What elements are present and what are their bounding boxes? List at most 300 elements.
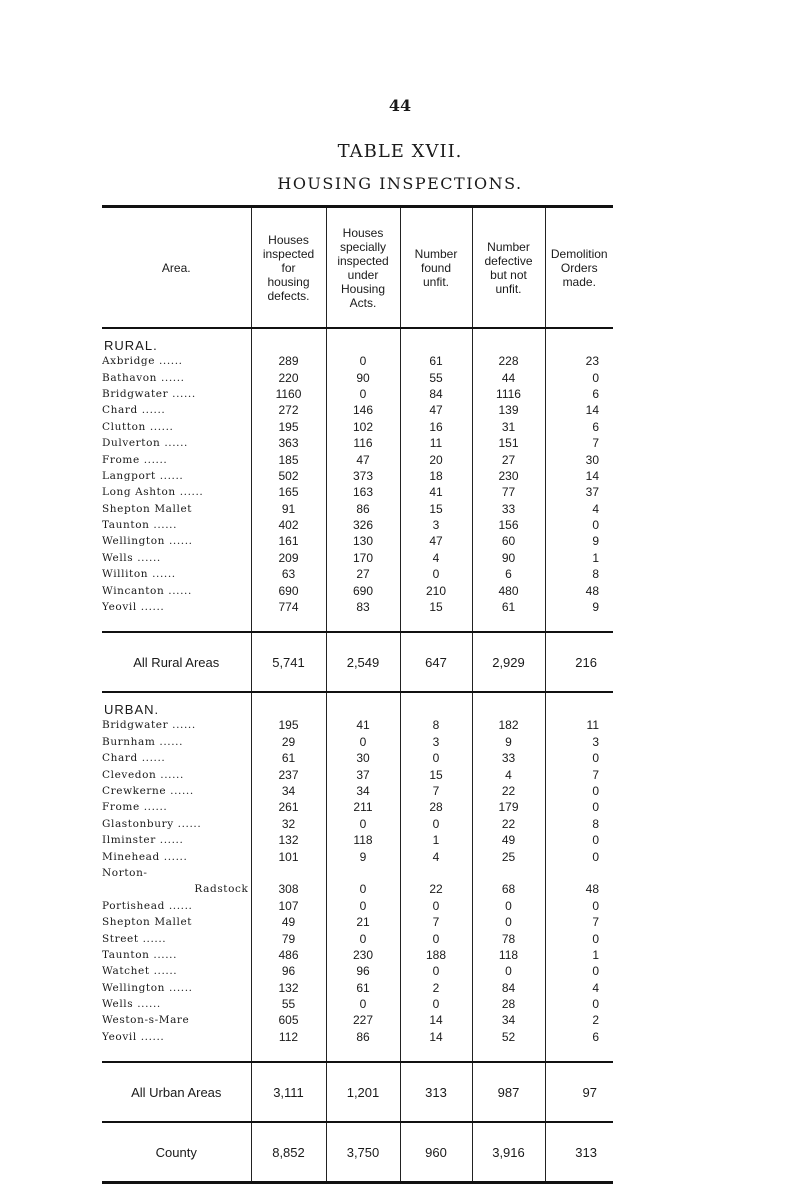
table-row — [102, 419, 613, 435]
table-row — [102, 898, 613, 914]
value-cell: 116 — [326, 435, 400, 451]
header-row — [102, 207, 613, 329]
value-cell: 55 — [400, 369, 472, 385]
value-cell: 22 — [400, 881, 472, 897]
value-cell: 7 — [545, 766, 613, 782]
table-row — [102, 484, 613, 500]
value-cell: 49 — [472, 832, 545, 848]
value-cell: 27 — [472, 451, 545, 467]
value-cell: 11 — [400, 435, 472, 451]
value-cell: 6 — [545, 1029, 613, 1045]
table-row — [102, 550, 613, 566]
section-label: URBAN. — [104, 702, 160, 718]
total-value: 97 — [545, 1062, 613, 1122]
value-cell: 14 — [400, 1029, 472, 1045]
value-cell: 8 — [400, 717, 472, 733]
urban-section-header — [102, 692, 613, 717]
table-row — [102, 848, 613, 864]
value-cell: 363 — [251, 435, 326, 451]
value-cell: 33 — [472, 750, 545, 766]
header-line: defects. — [267, 288, 310, 303]
total-value: 3,916 — [472, 1122, 545, 1183]
total-value: 3,111 — [251, 1062, 326, 1122]
value-cell: 3 — [400, 734, 472, 750]
value-cell: 1 — [545, 550, 613, 566]
header-line: Housing — [340, 281, 386, 296]
value-cell: 86 — [326, 1029, 400, 1045]
value-cell: 220 — [251, 369, 326, 385]
value-cell: 41 — [326, 717, 400, 733]
value-cell: 2 — [400, 980, 472, 996]
value-cell: 47 — [326, 451, 400, 467]
total-value: 647 — [400, 632, 472, 692]
table-row — [102, 435, 613, 451]
total-value: 987 — [472, 1062, 545, 1122]
table-row — [102, 402, 613, 418]
area-name: Clevedon ...... — [102, 768, 184, 781]
urban-total-row — [102, 1062, 613, 1122]
value-cell: 23 — [545, 353, 613, 369]
table-row — [102, 369, 613, 385]
area-name: Street ...... — [102, 932, 167, 945]
value-cell: 15 — [400, 766, 472, 782]
value-cell: 28 — [472, 996, 545, 1012]
value-cell: 37 — [545, 484, 613, 500]
value-cell: 156 — [472, 517, 545, 533]
value-cell: 101 — [251, 848, 326, 864]
housing-inspections-table — [102, 205, 613, 1184]
area-name: Burnham ...... — [102, 735, 184, 748]
area-name: Ilminster ...... — [102, 834, 184, 847]
header-specially-inspected — [326, 207, 400, 329]
value-cell: 182 — [472, 717, 545, 733]
value-cell: 14 — [545, 468, 613, 484]
area-name: Radstock — [194, 883, 249, 896]
value-cell: 7 — [545, 435, 613, 451]
table-subtitle: HOUSING INSPECTIONS. — [277, 174, 523, 193]
value-cell: 30 — [545, 451, 613, 467]
value-cell: 0 — [326, 898, 400, 914]
value-cell: 52 — [472, 1029, 545, 1045]
value-cell: 0 — [545, 930, 613, 946]
value-cell: 107 — [251, 898, 326, 914]
value-cell: 0 — [326, 996, 400, 1012]
value-cell: 37 — [326, 766, 400, 782]
value-cell: 0 — [400, 750, 472, 766]
value-cell: 47 — [400, 402, 472, 418]
area-name: Wincanton ...... — [102, 584, 192, 597]
value-cell: 63 — [251, 566, 326, 582]
total-value: 1,201 — [326, 1062, 400, 1122]
value-cell: 3 — [400, 517, 472, 533]
total-value: 2,929 — [472, 632, 545, 692]
area-name: Taunton ...... — [102, 948, 178, 961]
value-cell: 118 — [326, 832, 400, 848]
value-cell: 9 — [545, 599, 613, 615]
value-cell: 130 — [326, 533, 400, 549]
value-cell: 139 — [472, 402, 545, 418]
value-cell: 165 — [251, 484, 326, 500]
area-name: Williton ...... — [102, 568, 176, 581]
total-value: 216 — [545, 632, 613, 692]
header-demolition-orders — [545, 207, 613, 329]
value-cell: 690 — [326, 582, 400, 598]
value-cell: 84 — [400, 386, 472, 402]
table-row — [102, 914, 613, 930]
area-name: Bridgwater ...... — [102, 719, 196, 732]
area-name: Chard ...... — [102, 404, 166, 417]
table-row — [102, 816, 613, 832]
value-cell: 0 — [545, 996, 613, 1012]
header-line: unfit. — [422, 274, 449, 289]
header-houses-inspected — [251, 207, 326, 329]
header-line: housing — [267, 274, 310, 289]
value-cell: 90 — [326, 369, 400, 385]
value-cell: 7 — [400, 783, 472, 799]
value-cell: 402 — [251, 517, 326, 533]
table-row — [102, 353, 613, 369]
value-cell: 112 — [251, 1029, 326, 1045]
value-cell: 16 — [400, 419, 472, 435]
value-cell: 605 — [251, 1012, 326, 1028]
value-cell: 33 — [472, 501, 545, 517]
value-cell: 28 — [400, 799, 472, 815]
area-name: Bridgwater ...... — [102, 387, 196, 400]
value-cell: 22 — [472, 783, 545, 799]
value-cell: 14 — [400, 1012, 472, 1028]
value-cell: 1116 — [472, 386, 545, 402]
table-row — [102, 766, 613, 782]
value-cell: 7 — [545, 914, 613, 930]
area-name: Glastonbury ...... — [102, 817, 202, 830]
table-row — [102, 566, 613, 582]
table-row — [102, 1029, 613, 1045]
value-cell: 0 — [326, 386, 400, 402]
value-cell: 4 — [472, 766, 545, 782]
value-cell: 11 — [545, 717, 613, 733]
area-name: Norton- — [102, 866, 148, 879]
value-cell: 9 — [472, 734, 545, 750]
table-row — [102, 865, 613, 881]
value-cell: 6 — [545, 386, 613, 402]
value-cell: 308 — [251, 881, 326, 897]
value-cell: 8 — [545, 566, 613, 582]
value-cell: 61 — [472, 599, 545, 615]
value-cell: 22 — [472, 816, 545, 832]
value-cell: 1 — [545, 947, 613, 963]
value-cell: 0 — [472, 963, 545, 979]
table-row — [102, 734, 613, 750]
value-cell: 289 — [251, 353, 326, 369]
table-row — [102, 963, 613, 979]
value-cell: 68 — [472, 881, 545, 897]
value-cell: 83 — [326, 599, 400, 615]
area-name: Chard ...... — [102, 752, 166, 765]
header-line: Orders — [560, 260, 598, 275]
section-label: RURAL. — [104, 338, 158, 353]
value-cell: 132 — [251, 980, 326, 996]
table-row — [102, 947, 613, 963]
header-line: made. — [562, 274, 596, 289]
area-name: Yeovil ...... — [102, 601, 165, 614]
value-cell: 48 — [545, 582, 613, 598]
value-cell: 9 — [326, 848, 400, 864]
value-cell: 2 — [545, 1012, 613, 1028]
value-cell: 690 — [251, 582, 326, 598]
header-line: Area. — [161, 260, 191, 275]
value-cell: 0 — [326, 881, 400, 897]
value-cell: 0 — [400, 566, 472, 582]
value-cell: 27 — [326, 566, 400, 582]
value-cell: 170 — [326, 550, 400, 566]
area-name: Yeovil ...... — [102, 1030, 165, 1043]
area-name: Minehead ...... — [102, 850, 188, 863]
value-cell: 0 — [545, 832, 613, 848]
value-cell: 151 — [472, 435, 545, 451]
header-line: for — [281, 260, 296, 275]
total-label: County — [102, 1122, 251, 1183]
value-cell: 34 — [326, 783, 400, 799]
header-line: Houses — [268, 232, 309, 247]
value-cell: 0 — [545, 799, 613, 815]
value-cell: 0 — [472, 914, 545, 930]
value-cell: 8 — [545, 816, 613, 832]
value-cell: 0 — [326, 930, 400, 946]
area-name: Wells ...... — [102, 998, 161, 1011]
value-cell: 0 — [545, 369, 613, 385]
header-line: Houses — [342, 225, 384, 240]
value-cell: 49 — [251, 914, 326, 930]
value-cell: 272 — [251, 402, 326, 418]
header-defective-not-unfit — [472, 207, 545, 329]
area-name: Taunton ...... — [102, 519, 178, 532]
value-cell: 0 — [326, 816, 400, 832]
total-value: 3,750 — [326, 1122, 400, 1183]
area-name: Crewkerne ...... — [102, 785, 194, 797]
value-cell: 230 — [326, 947, 400, 963]
table-row — [102, 750, 613, 766]
value-cell: 230 — [472, 468, 545, 484]
value-cell: 31 — [472, 419, 545, 435]
value-cell: 96 — [326, 963, 400, 979]
value-cell: 32 — [251, 816, 326, 832]
value-cell: 21 — [326, 914, 400, 930]
value-cell: 0 — [545, 848, 613, 864]
header-line: inspected — [337, 253, 389, 268]
value-cell: 774 — [251, 599, 326, 615]
page-number: 44 — [388, 96, 412, 115]
table-row — [102, 930, 613, 946]
value-cell: 373 — [326, 468, 400, 484]
total-value: 313 — [545, 1122, 613, 1183]
county-total-row — [102, 1122, 613, 1183]
area-name: Wellington ...... — [102, 535, 193, 548]
value-cell: 0 — [400, 930, 472, 946]
area-name: Dulverton ...... — [102, 437, 188, 450]
value-cell: 14 — [545, 402, 613, 418]
area-name: Shepton Mallet — [102, 916, 193, 929]
value-cell: 185 — [251, 451, 326, 467]
header-line: under — [347, 267, 379, 282]
value-cell: 210 — [400, 582, 472, 598]
area-name: Bathavon ...... — [102, 371, 185, 384]
value-cell: 77 — [472, 484, 545, 500]
table-row — [102, 468, 613, 484]
value-cell: 261 — [251, 799, 326, 815]
area-name: Langport ...... — [102, 469, 184, 482]
header-line: Number — [487, 239, 530, 254]
value-cell: 0 — [326, 353, 400, 369]
table-row — [102, 386, 613, 402]
value-cell: 4 — [400, 848, 472, 864]
value-cell: 0 — [400, 898, 472, 914]
table-row — [102, 517, 613, 533]
header-line: inspected — [262, 246, 315, 261]
value-cell: 0 — [400, 996, 472, 1012]
value-cell: 7 — [400, 914, 472, 930]
table-title: TABLE XVII. — [337, 141, 463, 162]
total-label: All Rural Areas — [102, 632, 251, 692]
value-cell: 1 — [400, 832, 472, 848]
table-row — [102, 501, 613, 517]
total-value: 8,852 — [251, 1122, 326, 1183]
value-cell: 18 — [400, 468, 472, 484]
value-cell: 48 — [545, 881, 613, 897]
value-cell: 15 — [400, 501, 472, 517]
value-cell: 209 — [251, 550, 326, 566]
rural-total-row — [102, 632, 613, 692]
value-cell: 195 — [251, 717, 326, 733]
value-cell: 211 — [326, 799, 400, 815]
value-cell: 6 — [472, 566, 545, 582]
value-cell: 55 — [251, 996, 326, 1012]
table-row — [102, 980, 613, 996]
area-name: Watchet ...... — [102, 965, 178, 978]
value-cell: 34 — [251, 783, 326, 799]
value-cell: 179 — [472, 799, 545, 815]
value-cell: 4 — [400, 550, 472, 566]
value-cell: 47 — [400, 533, 472, 549]
area-name: Long Ashton ...... — [102, 486, 204, 499]
value-cell: 91 — [251, 501, 326, 517]
value-cell: 15 — [400, 599, 472, 615]
value-cell: 163 — [326, 484, 400, 500]
value-cell: 20 — [400, 451, 472, 467]
table-row — [102, 451, 613, 467]
value-cell: 195 — [251, 419, 326, 435]
table-row — [102, 783, 613, 799]
value-cell: 502 — [251, 468, 326, 484]
table-row — [102, 1012, 613, 1028]
table-row — [102, 717, 613, 733]
value-cell: 0 — [400, 963, 472, 979]
value-cell: 78 — [472, 930, 545, 946]
total-label: All Urban Areas — [102, 1062, 251, 1122]
table-row — [102, 832, 613, 848]
value-cell: 96 — [251, 963, 326, 979]
value-cell: 84 — [472, 980, 545, 996]
value-cell: 6 — [545, 419, 613, 435]
value-cell: 326 — [326, 517, 400, 533]
value-cell: 30 — [326, 750, 400, 766]
header-line: defective — [484, 253, 533, 268]
area-name: Weston-s-Mare — [102, 1014, 190, 1027]
value-cell: 0 — [545, 783, 613, 799]
rural-section-header — [102, 328, 613, 353]
header-line: but not — [490, 267, 527, 282]
header-line: Acts. — [349, 295, 377, 310]
value-cell: 0 — [545, 750, 613, 766]
value-cell: 60 — [472, 533, 545, 549]
value-cell: 44 — [472, 369, 545, 385]
value-cell: 0 — [545, 517, 613, 533]
area-name: Portishead ...... — [102, 899, 193, 912]
area-name: Frome ...... — [102, 801, 168, 814]
value-cell: 41 — [400, 484, 472, 500]
table-row — [102, 533, 613, 549]
value-cell: 86 — [326, 501, 400, 517]
value-cell: 146 — [326, 402, 400, 418]
value-cell: 4 — [545, 980, 613, 996]
area-name: Axbridge ...... — [102, 355, 183, 368]
header-line: found — [420, 260, 452, 275]
value-cell: 132 — [251, 832, 326, 848]
value-cell: 237 — [251, 766, 326, 782]
value-cell: 61 — [400, 353, 472, 369]
total-value: 313 — [400, 1062, 472, 1122]
table-row — [102, 599, 613, 615]
total-value: 5,741 — [251, 632, 326, 692]
value-cell: 118 — [472, 947, 545, 963]
value-cell: 486 — [251, 947, 326, 963]
table-row — [102, 996, 613, 1012]
area-name: Wellington ...... — [102, 981, 193, 994]
value-cell: 61 — [251, 750, 326, 766]
value-cell: 0 — [545, 898, 613, 914]
value-cell: 188 — [400, 947, 472, 963]
value-cell: 4 — [545, 501, 613, 517]
value-cell: 227 — [326, 1012, 400, 1028]
value-cell: 102 — [326, 419, 400, 435]
header-area — [102, 207, 251, 329]
total-value: 2,549 — [326, 632, 400, 692]
value-cell: 0 — [545, 963, 613, 979]
value-cell: 29 — [251, 734, 326, 750]
area-name: Frome ...... — [102, 453, 168, 466]
value-cell: 25 — [472, 848, 545, 864]
value-cell: 34 — [472, 1012, 545, 1028]
table-row — [102, 582, 613, 598]
value-cell: 0 — [472, 898, 545, 914]
value-cell: 0 — [326, 734, 400, 750]
header-found-unfit — [400, 207, 472, 329]
table-row — [102, 799, 613, 815]
value-cell: 0 — [400, 816, 472, 832]
value-cell: 161 — [251, 533, 326, 549]
value-cell: 79 — [251, 930, 326, 946]
area-name: Wells ...... — [102, 551, 161, 564]
value-cell: 480 — [472, 582, 545, 598]
header-line: unfit. — [495, 281, 522, 296]
area-name: Shepton Mallet — [102, 502, 193, 515]
header-line: Number — [414, 246, 458, 261]
value-cell: 228 — [472, 353, 545, 369]
value-cell: 61 — [326, 980, 400, 996]
header-line: Demolition — [550, 246, 608, 261]
total-value: 960 — [400, 1122, 472, 1183]
value-cell: 1160 — [251, 386, 326, 402]
area-name: Clutton ...... — [102, 420, 174, 433]
